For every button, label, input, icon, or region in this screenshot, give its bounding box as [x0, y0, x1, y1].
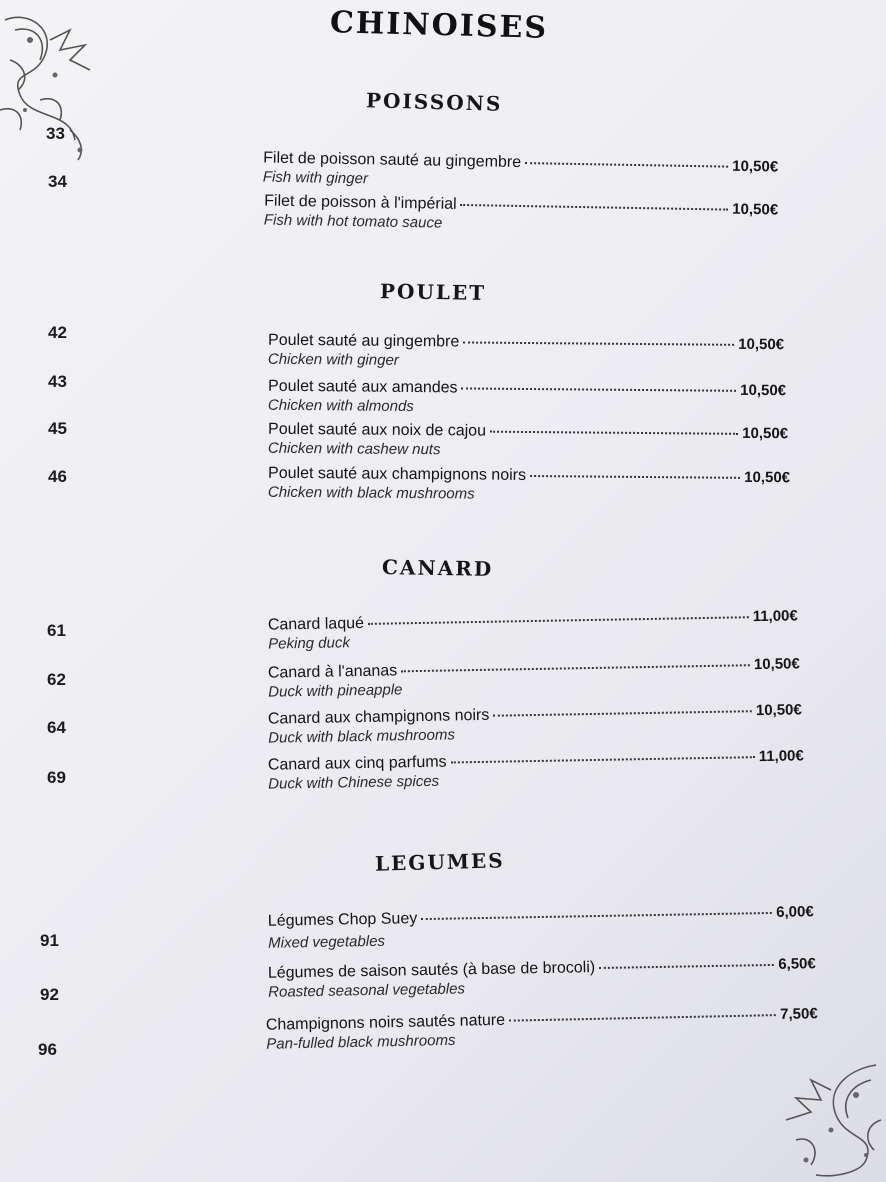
item-number: 64	[47, 718, 66, 737]
leader-dots	[463, 341, 734, 345]
leader-dots	[530, 475, 740, 479]
item-description: Duck with black mushrooms	[268, 726, 456, 747]
menu-item	[268, 607, 799, 652]
item-price: 10,50€	[732, 157, 779, 176]
item-name: Canard aux cinq parfums	[267, 753, 447, 774]
item-price: 10,50€	[744, 468, 791, 487]
item-description: Fish with ginger	[262, 168, 369, 188]
item-description: Duck with pineapple	[268, 681, 403, 701]
dragon-icon	[776, 1060, 886, 1182]
dragon-icon	[0, 0, 100, 170]
item-description: Duck with Chinese spices	[268, 772, 440, 793]
item-price: 6,00€	[776, 903, 814, 921]
section-title-poulet: POULET	[379, 279, 487, 305]
item-name: Poulet sauté au gingembre	[268, 331, 460, 351]
item-name: Champignons noirs sautés nature	[265, 1011, 506, 1034]
item-name: Canard à l'ananas	[267, 662, 398, 682]
leader-dots	[525, 162, 728, 168]
item-price: 10,50€	[732, 200, 779, 219]
item-number: 62	[47, 670, 66, 689]
menu-item	[264, 193, 779, 238]
item-number: 46	[48, 467, 67, 486]
leader-dots	[509, 1014, 776, 1022]
item-number: 91	[40, 931, 59, 950]
item-price: 7,50€	[780, 1005, 818, 1024]
item-price: 6,50€	[778, 955, 816, 973]
item-description: Peking duck	[268, 634, 351, 653]
item-name: Canard laqué	[267, 614, 365, 634]
item-price: 11,00€	[752, 607, 798, 626]
item-price: 10,50€	[753, 655, 800, 674]
menu-item	[268, 701, 803, 746]
item-number: 92	[40, 985, 59, 1004]
item-description: Fish with hot tomato sauce	[263, 211, 443, 232]
menu-item	[268, 655, 801, 700]
item-price: 10,50€	[742, 424, 789, 443]
menu-item	[268, 747, 805, 792]
item-number: 45	[48, 419, 67, 438]
leader-dots	[462, 387, 737, 391]
leader-dots	[368, 616, 749, 625]
item-description: Pan-fulled black mushrooms	[266, 1031, 456, 1053]
item-number: 61	[47, 621, 66, 640]
section-title-canard: CANARD	[381, 555, 494, 581]
item-number: 33	[46, 124, 65, 143]
item-number: 34	[48, 172, 67, 191]
leader-dots	[490, 431, 738, 435]
menu-item	[268, 421, 788, 462]
item-name: Poulet sauté aux noix de cajou	[268, 420, 487, 440]
item-price: 10,50€	[755, 701, 802, 720]
leader-dots	[493, 710, 752, 717]
leader-dots	[599, 964, 774, 969]
item-description: Chicken with cashew nuts	[267, 439, 441, 459]
menu-item	[268, 903, 815, 952]
item-description: Mixed vegetables	[268, 932, 386, 952]
item-name: Filet de poisson sauté au gingembre	[263, 149, 522, 172]
leader-dots	[451, 756, 755, 763]
menu-item	[268, 378, 786, 419]
item-description: Roasted seasonal vegetables	[268, 980, 466, 1001]
item-number: 69	[47, 768, 66, 787]
item-price: 11,00€	[758, 747, 804, 766]
menu-item	[268, 955, 817, 1001]
item-description: Chicken with black mushrooms	[267, 483, 475, 503]
item-name: Filet de poisson à l'impérial	[264, 192, 457, 213]
leader-dots	[401, 664, 750, 672]
item-name: Légumes Chop Suey	[267, 910, 418, 930]
menu-item	[263, 150, 779, 195]
menu-item	[268, 465, 790, 506]
section-title-legumes: LEGUMES	[374, 848, 505, 876]
item-name: Canard aux champignons noirs	[267, 706, 490, 728]
item-number: 42	[48, 323, 67, 342]
item-number: 96	[38, 1040, 57, 1059]
item-name: Légumes de saison sautés (à base de brocoli)	[267, 959, 596, 982]
item-description: Chicken with almonds	[267, 396, 414, 416]
menu-item	[266, 1005, 819, 1053]
item-name: Poulet sauté aux amandes	[268, 377, 458, 397]
page-title: CHINOISES	[329, 5, 549, 46]
item-name: Poulet sauté aux champignons noirs	[268, 464, 527, 484]
item-price: 10,50€	[738, 335, 785, 354]
leader-dots	[421, 912, 772, 920]
item-price: 10,50€	[740, 381, 787, 400]
item-number: 43	[48, 372, 67, 391]
menu-item	[268, 332, 784, 373]
item-description: Chicken with ginger	[267, 350, 399, 369]
section-title-poissons: POISSONS	[365, 88, 503, 116]
leader-dots	[461, 204, 729, 211]
